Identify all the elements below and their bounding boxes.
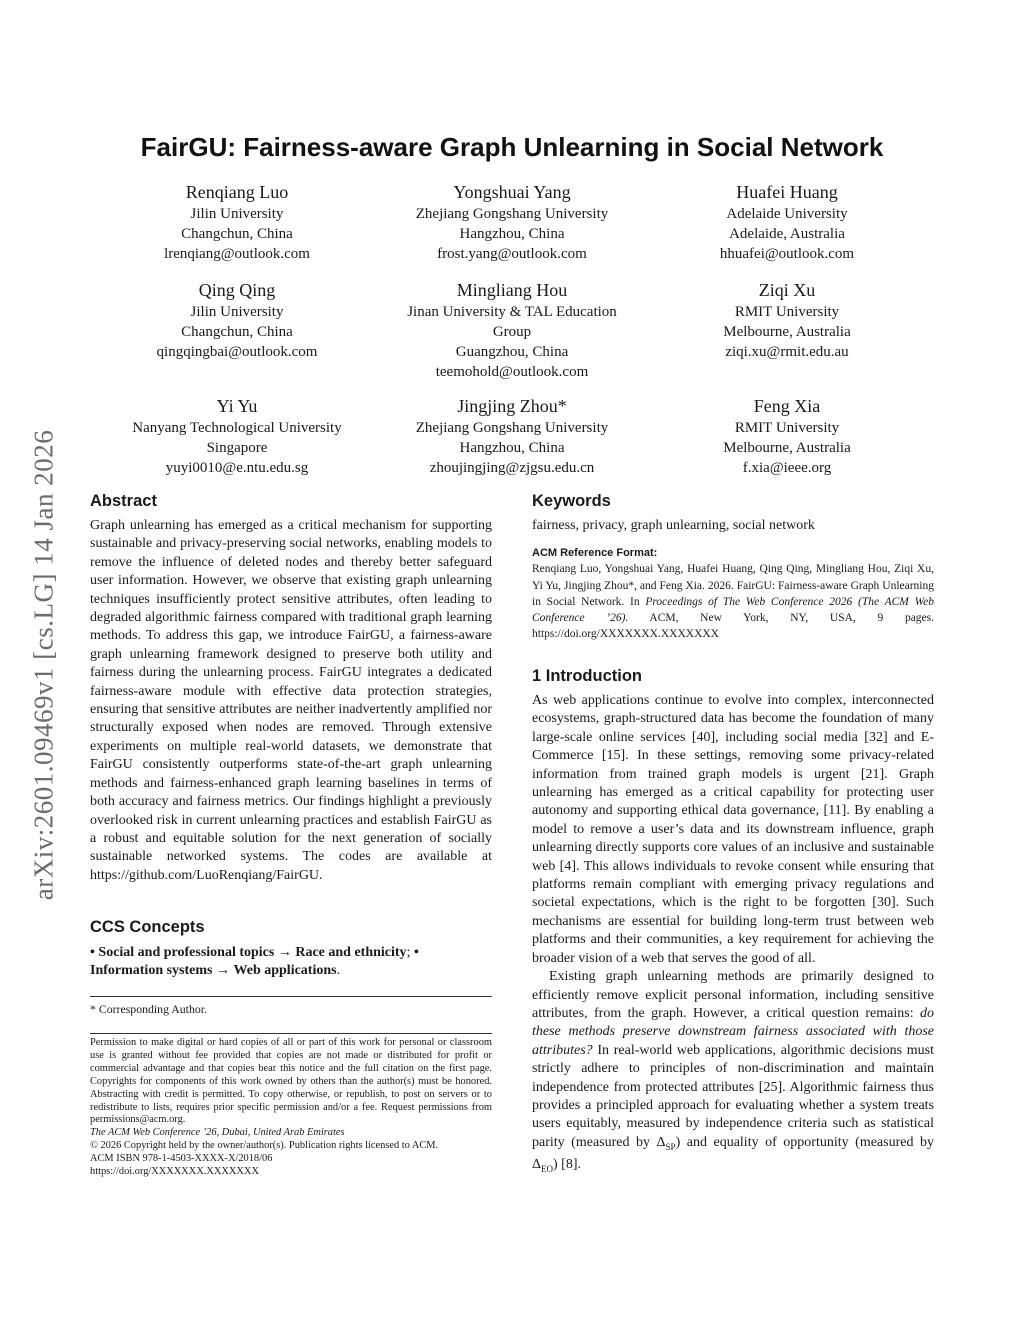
author-name: Qing Qing — [198, 280, 276, 300]
acm-reference-format — [532, 545, 934, 643]
intro-paragraph-1: As web applications continue to evolve into complex, interconnected ecosystems, graph-structured data has become the foundation of many large-scale online services [40], including social media [32] and E-Commerce [15]. In these settings, removing some privacy-related information from trained graph models is urgent [21]. Graph unlearning has emerged as a critical capability for protecting user autonomy and supporting ethical data governance, [11]. By enabling a model to remove a user’s data and its downstream influence, graph unlearning directly supports core values of an inclusive and sustainable web [4]. This allows individuals to revoke consent while ensuring that platforms remain compliant with emerging privacy regulations and societal expectations, which is the right to be forgotten [30]. Such mechanisms are essential for building long-term trust between web platforms and their communities, a key requirement for achieving the broader vision of a web that serves the good of all. — [532, 693, 934, 966]
ccs-arrow-2: → — [216, 963, 230, 979]
author-card — [642, 396, 932, 478]
reference-part1: Renqiang Luo, Yongshuai Yang, Huafei Huang, Qing Qing, Mingliang Hou, Ziqi Xu, Yi Yu, Jingjing Zhou*, and Feng Xia. 2026. FairGU: Fairness-aware Graph Unlearning in Social Network. In — [532, 563, 934, 608]
author-affiliation: Adelaide University — [726, 206, 848, 222]
intro-p2-d: ) [8]. — [553, 1156, 582, 1172]
author-email: f.xia@ieee.org — [742, 460, 832, 476]
author-location: Hangzhou, China — [459, 226, 565, 242]
corresponding-footnote: * Corresponding Author. — [90, 1002, 207, 1016]
author-email: teemohold@outlook.com — [435, 364, 589, 380]
author-affiliation: Jilin University — [190, 206, 284, 222]
author-location: Melbourne, Australia — [723, 440, 851, 456]
intro-p2-b: In real-world web applications, algorithmic decisions must strictly adhere to principles of non-discrimination and maintain independence from protected attributes [25]. Algorithmic fairness thus provides a principled approach for evaluating whether a system treats users equitably, measured by independence criteria such as statistical parity (measured by Δ — [532, 1042, 934, 1150]
author-name: Ziqi Xu — [758, 280, 816, 300]
intro-paragraph-2 — [532, 968, 934, 1178]
author-name: Huafei Huang — [736, 182, 838, 202]
author-affiliation: Zhejiang Gongshang University — [415, 206, 609, 222]
author-card — [642, 182, 932, 264]
author-affiliation: RMIT University — [734, 420, 840, 436]
permission-text: Permission to make digital or hard copies of all or part of this work for personal or classroom use is granted without fee provided that copies are not made or distributed for profit or commercial advantage and that copies bear this notice and the full citation on the first page. Copyrights for components of this work owned by others than the author(s) must be honored. Abstracting with credit is permitted. To copy otherwise, or republish, to post on servers or to redistribute to lists, requires prior specific permission and/or a fee. Request permissions from permissions@acm.org. — [90, 1037, 492, 1126]
author-name: Yi Yu — [216, 396, 258, 416]
author-email: ziqi.xu@rmit.edu.au — [725, 344, 849, 360]
author-affiliation: Jinan University & TAL Education Group — [407, 304, 617, 340]
author-location: Changchun, China — [181, 324, 293, 340]
author-card — [642, 280, 932, 362]
author-email: qingqingbai@outlook.com — [156, 344, 318, 360]
keywords-heading: Keywords — [532, 492, 611, 510]
author-email: yuyi0010@e.ntu.edu.sg — [165, 460, 309, 476]
author-location: Melbourne, Australia — [723, 324, 851, 340]
author-affiliation: RMIT University — [734, 304, 840, 320]
author-card — [367, 396, 657, 478]
doi-line: https://doi.org/XXXXXXX.XXXXXXX — [90, 1166, 259, 1178]
intro-p2-a: Existing graph unlearning methods are primarily designed to efficiently remove explicit personal information, including sensitive attributes, from the graph. However, a critical question remains: — [532, 969, 934, 1021]
permission-rule — [90, 1033, 492, 1034]
author-card — [367, 280, 657, 382]
arxiv-identifier-text: arXiv:2601.09469v1 [cs.LG] 14 Jan 2026 — [28, 429, 59, 901]
reference-heading: ACM Reference Format: — [532, 547, 658, 559]
author-location: Changchun, China — [181, 226, 293, 242]
abstract-text: Graph unlearning has emerged as a critical mechanism for supporting sustainable and privacy-preserving social networks, enabling models to remove the influence of deleted nodes and thereby better safeguard user information. However, we observe that existing graph unlearning techniques insufficiently protect sensitive attributes, often leading to degraded algorithmic fairness compared with traditional graph learning methods. To address this gap, we introduce FairGU, a fairness-aware graph unlearning framework designed to preserve both utility and fairness during the unlearning process. FairGU integrates a dedicated fairness-aware module with effective data protection strategies, ensuring that sensitive attributes are neither inadvertently amplified nor structurally exposed when nodes are removed. Through extensive experiments on multiple real-world datasets, we demonstrate that FairGU consistently outperforms state-of-the-art graph unlearning methods and fairness-enhanced graph learning baselines in terms of both accuracy and fairness metrics. Our findings highlight a previously overlooked risk in current unlearning practices and establish FairGU as a robust and equitable solution for the next generation of socially sustainable networked systems. The codes are available at https://github.com/LuoRenqiang/FairGU. — [90, 518, 492, 883]
author-affiliation: Zhejiang Gongshang University — [415, 420, 609, 436]
copyright-line: © 2026 Copyright held by the owner/author(s). Publication rights licensed to ACM. — [90, 1140, 439, 1152]
intro-p2-question: do these methods preserve downstream fairness associated with those attributes? — [532, 1005, 934, 1058]
author-card — [92, 182, 382, 264]
author-card — [92, 396, 382, 478]
author-location: Adelaide, Australia — [729, 226, 845, 242]
introduction-heading: 1 Introduction — [532, 667, 642, 685]
ccs-bullet-1: • Social and professional topics — [90, 945, 275, 960]
author-location: Hangzhou, China — [459, 440, 565, 456]
author-name: Mingliang Hou — [456, 280, 568, 300]
conference-venue: The ACM Web Conference ’26, Dubai, United Arab Emirates — [90, 1127, 345, 1139]
arxiv-identifier — [28, 375, 59, 955]
delta-sp-subscript: SP — [665, 1141, 676, 1152]
intro-p2-c: ) and equality of opportunity (measured by Δ — [532, 1134, 934, 1172]
author-email: frost.yang@outlook.com — [437, 246, 587, 262]
ccs-bullet-2: • Information systems — [90, 945, 419, 979]
author-name: Jingjing Zhou* — [457, 396, 567, 416]
footnote-rule — [90, 996, 492, 997]
author-email: zhoujingjing@zjgsu.edu.cn — [429, 460, 595, 476]
ccs-leaf-1: Race and ethnicity — [295, 945, 407, 960]
author-location: Guangzhou, China — [455, 344, 569, 360]
reference-proceedings: Proceedings of The Web Conference 2026 (The ACM Web Conference ’26). — [532, 595, 934, 625]
ccs-heading: CCS Concepts — [90, 918, 205, 936]
ccs-concepts — [90, 944, 492, 981]
ccs-end: . — [336, 963, 341, 979]
abstract-heading: Abstract — [90, 492, 157, 510]
author-card — [92, 280, 382, 362]
ccs-arrow-1: → — [277, 945, 292, 960]
author-card — [367, 182, 657, 264]
paper-title: FairGU: Fairness-aware Graph Unlearning in Social Network — [140, 132, 884, 162]
isbn-line: ACM ISBN 978-1-4503-XXXX-X/2018/06 — [90, 1153, 273, 1165]
author-affiliation: Nanyang Technological University — [132, 420, 342, 436]
author-email: hhuafei@outlook.com — [719, 246, 855, 262]
introduction-body — [532, 692, 934, 1178]
ccs-separator: ; — [406, 945, 414, 960]
author-location: Singapore — [206, 440, 268, 456]
author-name: Renqiang Luo — [185, 182, 289, 202]
permission-block — [90, 1037, 492, 1179]
author-name: Feng Xia — [753, 396, 821, 416]
delta-eo-subscript: EO — [541, 1163, 554, 1174]
author-name: Yongshuai Yang — [453, 182, 571, 202]
author-email: lrenqiang@outlook.com — [164, 246, 310, 262]
ccs-leaf-2: Web applications — [233, 963, 337, 979]
author-affiliation: Jilin University — [190, 304, 284, 320]
reference-part2: ACM, New York, NY, USA, 9 pages. https://doi.org/XXXXXXX.XXXXXXX — [532, 612, 935, 641]
keywords-text: fairness, privacy, graph unlearning, social network — [532, 518, 815, 533]
